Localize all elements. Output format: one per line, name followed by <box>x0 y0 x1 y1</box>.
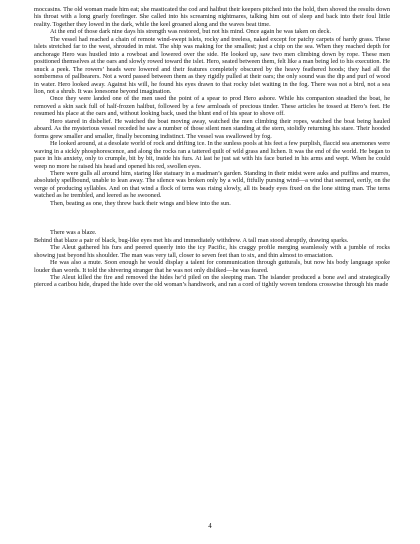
paragraph: There were gulls all around him, staring like statuary in a madman’s garden. Standing in their midst were auks and puffins and murres, absolutely spellbound, unable to lean away. The silence was broken only by a wild, fitfully pursing wind—a wind that seemed, eerily, on the verge of producing syllables. And on that wind a flock of terns was rising slowly, all its beady eyes fixed on the lone sitting man. The terns watched as he trembled, and leered as he swooned. <box>34 169 390 200</box>
paragraph: Once they were landed one of the men used the point of a spear to prod Hero ashore. While his companion steadied the boat, he removed a skin sack full of half-frozen halibut, followed by a few armloads of precious tinder. These articles he tossed at Hero’s feet. He resumed his place at the oars and, without looking back, used the blunt end of his spear to shove off. <box>34 95 390 118</box>
paragraph: Hero stared in disbelief. He watched the boat moving away, watched the men climbing their ropes, watched the boat being hauled aboard. As the mysterious vessel receded he saw a number of those silent men standing at the stern, stolidly returning his stare. Their hooded forms grew smaller and smaller, finally becoming indistinct. The vessel was swallowed by fog. <box>34 117 390 140</box>
paragraph: The vessel had reached a chain of remote wind-swept islets, rocky and treeless, naked except for patchy carpets of hardy grass. These islets stretched far to the west, shrouded in mist. The ship was making for the smallest; just a chip on the sea. When they reached depth for anchorage Hero was hustled into a rowboat and lowered over the side. He looked up, saw two men climbing down by rope. These men positioned themselves at the oars and slowly rowed toward the islet. Hero, seated between them, felt like a man being led to his execution. He snuck a peek. The rowers’ heads were lowered and their features completely obscured by the heavy feathered hoods; they had all the somberness of pallbearers. Not a word passed between them as they rigidly pulled at their oars; the only sound was the dip and purl of wood in water. Hero looked away. Against his will, he found his eyes drawn to that rocky islet waiting in the fog. There was not a bird, not a sea lion, not a shrub. It was lonesome beyond imagination. <box>34 35 390 95</box>
paragraph: He was also a mute. Soon enough he would display a talent for communication through gutturals, but now his body language spoke louder than words. It told the shivering stranger that he was not only disliked—he was feared. <box>34 259 390 274</box>
section-break <box>34 207 390 229</box>
paragraph: At the end of those dark nine days his strength was restored, but not his mind. Once again he was taken on deck. <box>50 28 332 36</box>
paragraph: Behind that blaze a pair of black, bug-like eyes met his and immediately withdrew. A tall man stood abruptly, drawing sparks. <box>34 236 349 244</box>
paragraph: The Aleut gathered his furs and peered queerly into the icy Pacific, his craggy profile merging seamlessly with a jumble of rocks showing just beyond his shoulder. The man was very tall, closer to seven feet than to six, and thin almost to emaciation. <box>34 244 390 259</box>
paragraph: There was a blaze. <box>50 229 97 237</box>
paragraph: He looked around, at a desolate world of rock and drifting ice. In the sunless pools at his feet a few purplish, flaccid sea anemones were waving in a sickly phosphorescence, and along the rocks ran a tattered quilt of wild grass and lichen. It was the end of the world. He began to pace in his anxiety, only to crumple, bit by bit, inside his furs. At last he just sat with his face buried in his arms and wept. When he could weep no more he raised his head and opened his red, swollen eyes. <box>34 140 390 170</box>
text-section-before-break <box>34 6 390 207</box>
paragraph: Then, beating as one, they threw back their wings and blew into the sun. <box>50 199 231 207</box>
paragraph: moccasins. The old woman made him eat; she masticated the cod and halibut their keepers pitched into the hold, then shoved the results down his throat with a long gnarly forefinger. She called into his screaming nightmares, talking him out of sleep and back into their foul little reality. Together they lowed in the dark, while the keel groaned along and the waves beat time. <box>34 6 390 28</box>
paragraph: The Aleut killed the fire and removed the hides he’d piled on the sleeping man. The islander produced a bone awl and strategically pierced a caribou hide, draped the hide over the old woman’s handiwork, and ran a cord of tightly woven tendons crosswise through his made <box>34 273 390 289</box>
text-section-after-break <box>34 229 390 289</box>
document-page <box>34 6 390 289</box>
page-number: 4 <box>208 522 212 530</box>
